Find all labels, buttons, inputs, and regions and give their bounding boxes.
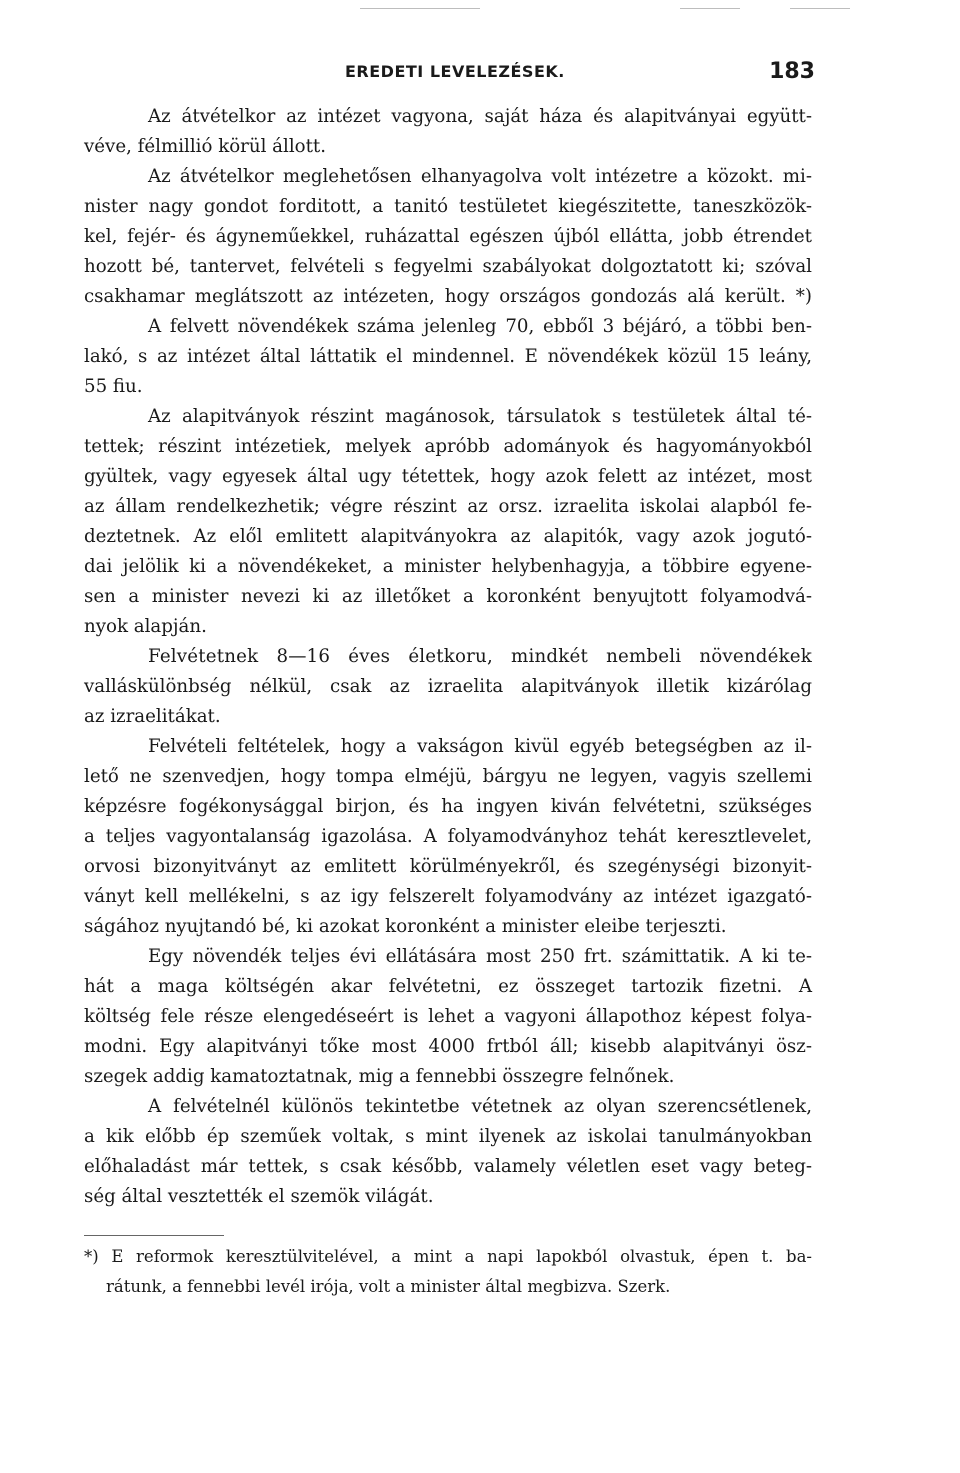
- text-line: Az alapitványok részint magánosok, társulatok s testületek által té-: [148, 406, 812, 427]
- text-line: hát a maga költségén akar felvétetni, ez összeget tartozik fizetni. A: [84, 976, 812, 997]
- text-line: lakó, s az intézet által láttatik el mindennel. E növendékek közül 15 leány,: [84, 346, 812, 367]
- text-line: nister nagy gondot forditott, a tanitó testületet kiegészitette, taneszközök-: [84, 196, 812, 217]
- text-line: tettek; részint intézetiek, melyek apróbb adományok és hagyományokból: [84, 436, 812, 457]
- text-line: Felvételi feltételek, hogy a vakságon kivül egyéb betegségben az il-: [148, 736, 812, 757]
- text-line: hozott bé, tantervet, felvételi s fegyelmi szabályokat dolgoztatott ki; szóval: [84, 256, 812, 277]
- text-line: valláskülönbség nélkül, csak az izraelita alapitványok illetik kizárólag: [84, 676, 812, 697]
- text-line: deztetnek. Az elől emlitett alapitványokra az alapitók, vagy azok jogutó-: [84, 526, 812, 547]
- text-line: ságához nyujtandó bé, ki azokat koronként a minister eleibe terjeszti.: [84, 916, 727, 937]
- scan-edge-mark: [790, 8, 850, 9]
- text-line: Egy növendék teljes évi ellátására most 250 frt. számittatik. A ki te-: [148, 946, 812, 967]
- text-line: az izraelitákat.: [84, 706, 221, 727]
- text-line: költség fele része elengedéseért is lehet a vagyoni állapothoz képest folya-: [84, 1006, 812, 1027]
- text-line: véve, félmillió körül állott.: [84, 136, 326, 157]
- text-line: A felvételnél különös tekintetbe vétetnek az olyan szerencsétlenek,: [148, 1096, 812, 1117]
- text-line: A felvett növendékek száma jelenleg 70, ebből 3 béjáró, a többi ben-: [148, 316, 812, 337]
- scan-edge-mark: [360, 8, 480, 9]
- text-line: Az átvételkor meglehetősen elhanyagolva volt intézetre a közokt. mi-: [148, 166, 812, 187]
- text-line: nyok alapján.: [84, 616, 207, 637]
- text-line: lető ne szenvedjen, hogy tompa elméjü, bárgyu ne legyen, vagyis szellemi: [84, 766, 812, 787]
- text-line: kel, fejér- és ágyneműekkel, ruházattal egészen újból ellátta, jobb étrendet: [84, 226, 812, 247]
- scan-edge-mark: [680, 8, 740, 9]
- footnote-divider: [84, 1235, 224, 1236]
- text-line: képzésre fogékonysággal birjon, és ha ingyen kiván felvétetni, szükséges: [84, 796, 812, 817]
- footnote-line: *) E reformok keresztülvitelével, a mint a napi lapokból olvastuk, épen t. ba-: [84, 1247, 812, 1266]
- text-line: modni. Egy alapitványi tőke most 4000 frtból áll; kisebb alapitványi ösz-: [84, 1036, 812, 1057]
- text-line: az állam rendelkezhetik; végre részint az orsz. izraelita iskolai alapból fe-: [84, 496, 812, 517]
- text-line: a kik előbb ép szeműek voltak, s mint ilyenek az iskolai tanulmányokban: [84, 1126, 812, 1147]
- text-line: orvosi bizonyitványt az emlitett körülményekről, és szegénységi bizonyit-: [84, 856, 812, 877]
- text-line: sen a minister nevezi ki az illetőket a koronként benyujtott folyamodvá-: [84, 586, 812, 607]
- footnote: [84, 1242, 812, 1302]
- text-line: dai jelölik ki a növendékeket, a minister helybenhagyja, a többire egyene-: [84, 556, 812, 577]
- text-line: a teljes vagyontalanság igazolása. A folyamodványhoz tehát keresztlevelet,: [84, 826, 812, 847]
- text-line: Felvétetnek 8—16 éves életkoru, mindkét nembeli növendékek: [148, 646, 812, 667]
- text-line: 55 fiu.: [84, 376, 143, 397]
- text-line: előhaladást már tettek, s csak később, valamely véletlen eset vagy beteg-: [84, 1156, 812, 1177]
- running-header-title: EREDETI LEVELEZÉSEK.: [345, 62, 565, 81]
- text-line: ség által vesztették el szemök világát.: [84, 1186, 434, 1207]
- text-line: gyültek, vagy egyesek által ugy tétettek, hogy azok felett az intézet, most: [84, 466, 812, 487]
- footnote-line: rátunk, a fennebbi levél irója, volt a minister által megbizva. Szerk.: [106, 1277, 671, 1296]
- text-line: szegek addig kamatoztatnak, mig a fennebbi összegre felnőnek.: [84, 1066, 675, 1087]
- page-number: 183: [769, 59, 815, 84]
- body-text: [84, 102, 812, 1212]
- text-line: ványt kell mellékelni, s az igy felszerelt folyamodvány az intézet igazgató-: [84, 886, 812, 907]
- text-line: Az átvételkor az intézet vagyona, saját háza és alapitványai együtt-: [148, 106, 812, 127]
- running-header: [345, 59, 815, 90]
- text-line: csakhamar meglátszott az intézeten, hogy országos gondozás alá került. *): [84, 286, 812, 307]
